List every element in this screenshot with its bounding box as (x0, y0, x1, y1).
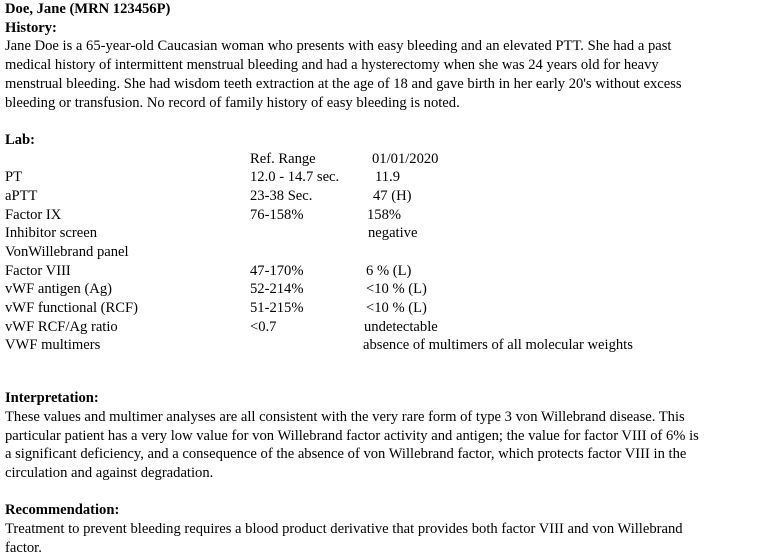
history-paragraph (5, 37, 770, 112)
clinical-report (5, 0, 775, 557)
lab-row (5, 280, 775, 299)
history-line: bleeding or transfusion. No record of family history of easy bleeding is noted. (5, 94, 460, 111)
lab-value: undetectable (364, 318, 438, 335)
lab-row (5, 224, 775, 243)
lab-value: 158% (367, 206, 402, 223)
date-header: 01/01/2020 (372, 150, 439, 167)
lab-value: absence of multimers of all molecular weights (363, 337, 633, 354)
lab-ref-range: 51-215% (250, 300, 304, 317)
lab-row (5, 336, 775, 355)
lab-value: 6 % (L) (366, 262, 412, 279)
interpretation-line: circulation and against degradation. (5, 464, 214, 481)
lab-test-name: vWF antigen (Ag) (5, 281, 112, 298)
ref-range-header: Ref. Range (250, 150, 316, 167)
history-line: Jane Doe is a 65-year-old Caucasian woman who presents with easy bleeding and an elevated PTT. She had a past (5, 38, 672, 55)
interpretation-paragraph (5, 408, 770, 483)
interpretation-line: These values and multimer analyses are all consistent with the very rare form of type 3 von Willebrand disease. This (5, 408, 685, 425)
history-line: medical history of intermittent menstrual bleeding and had a hysterectomy when she was 24 years old for heavy (5, 57, 659, 74)
lab-value: 11.9 (375, 169, 400, 186)
lab-test-name: aPTT (5, 187, 38, 204)
lab-table (5, 150, 775, 356)
lab-row (5, 206, 775, 225)
lab-value: 47 (H) (373, 187, 412, 204)
lab-row (5, 243, 775, 262)
lab-row (5, 262, 775, 281)
lab-test-name: Factor VIII (5, 262, 71, 279)
lab-row (5, 168, 775, 187)
lab-row (5, 299, 775, 318)
interpretation-line: a significant deficiency, and a consequence of the absence of von Willebrand factor, which protects factor VIII in the (5, 446, 687, 463)
recommendation-line: Treatment to prevent bleeding requires a blood product derivative that provides both factor VIII and von Willebrand (5, 521, 683, 538)
history-heading: History: (5, 19, 57, 36)
history-line: menstrual bleeding. She had wisdom teeth extraction at the age of 18 and gave birth in her early 20's without excess (5, 75, 682, 92)
lab-test-name: Factor IX (5, 206, 62, 223)
lab-ref-range: 76-158% (250, 206, 304, 223)
lab-ref-range: 47-170% (250, 262, 304, 279)
lab-row (5, 318, 775, 337)
recommendation-line: factor. (5, 539, 42, 556)
lab-header-row (5, 150, 775, 169)
lab-test-name: PT (5, 169, 23, 186)
lab-heading: Lab: (5, 131, 36, 148)
interpretation-heading: Interpretation: (5, 390, 99, 407)
lab-test-name: Inhibitor screen (5, 225, 97, 242)
lab-value: negative (368, 225, 418, 242)
lab-value: <10 % (L) (366, 281, 427, 298)
recommendation-paragraph (5, 520, 770, 557)
lab-test-name: VWF multimers (5, 337, 101, 354)
lab-test-name: vWF functional (RCF) (5, 300, 138, 317)
lab-ref-range: 23-38 Sec. (250, 187, 313, 204)
lab-test-name: VonWillebrand panel (5, 244, 129, 261)
lab-ref-range: 52-214% (250, 281, 304, 298)
lab-value: <10 % (L) (366, 300, 427, 317)
interpretation-line: particular patient has a very low value for von Willebrand factor activity and antigen; the value for factor VIII of 6% is (5, 427, 699, 444)
lab-row (5, 187, 775, 206)
lab-ref-range: <0.7 (250, 318, 277, 335)
lab-ref-range: 12.0 - 14.7 sec. (250, 169, 340, 186)
lab-test-name: vWF RCF/Ag ratio (5, 318, 118, 335)
patient-header: Doe, Jane (MRN 123456P) (5, 1, 171, 17)
recommendation-heading: Recommendation: (5, 502, 120, 519)
